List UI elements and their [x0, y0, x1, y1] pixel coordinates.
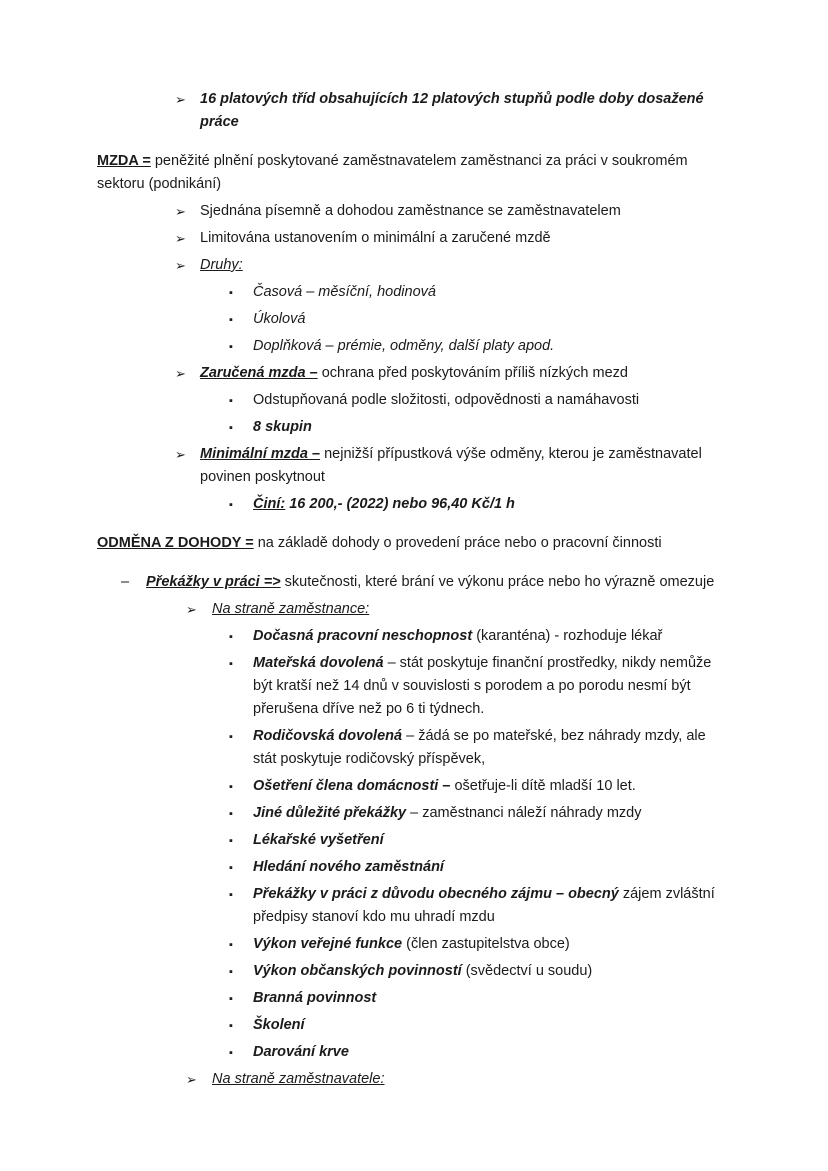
text-run: (karanténa) - rozhoduje lékař [472, 628, 663, 644]
square-bullet-icon: ▪ [229, 287, 233, 299]
list-item [0, 933, 730, 956]
text-run: na základě dohody o provedení práce nebo o pracovní činnosti [253, 535, 662, 551]
text-run: Časová [253, 284, 303, 300]
arrow-bullet-icon: ➢ [186, 1072, 197, 1087]
text-run: 8 skupin [253, 419, 312, 435]
arrow-bullet-icon: ➢ [175, 231, 186, 246]
text-run: Zaručená mzda – [200, 365, 318, 381]
list-item [0, 493, 730, 516]
list-item [0, 1014, 730, 1037]
text-run: Jiné důležité překážky [253, 805, 407, 821]
list-item [0, 335, 730, 358]
text-run: MZDA = [97, 153, 151, 169]
text-run: 16 200,- (2022) nebo 96,40 Kč/1 h [285, 496, 515, 512]
text-run: Překážky v práci => [146, 574, 281, 590]
text-run: Školení [253, 1017, 305, 1033]
square-bullet-icon: ▪ [229, 939, 233, 951]
text-run: Doplňková [253, 338, 322, 354]
text-run: Dočasná pracovní neschopnost [253, 628, 473, 644]
text-run: ošetřuje-li dítě mladší 10 let. [450, 778, 636, 794]
arrow-bullet-icon: ➢ [175, 366, 186, 381]
list-item [0, 227, 730, 250]
text-run: – měsíční, hodinová [302, 284, 436, 300]
list-item [0, 200, 730, 223]
square-bullet-icon: ▪ [229, 658, 233, 670]
arrow-bullet-icon: ➢ [175, 92, 186, 107]
square-bullet-icon: ▪ [229, 993, 233, 1005]
text-run: Na straně zaměstnance: [212, 601, 370, 617]
square-bullet-icon: ▪ [229, 499, 233, 511]
list-item [0, 88, 730, 134]
square-bullet-icon: ▪ [229, 862, 233, 874]
text-run: Činí: [253, 496, 286, 512]
arrow-bullet-icon: ➢ [186, 602, 197, 617]
square-bullet-icon: ▪ [229, 395, 233, 407]
text-run: Branná povinnost [253, 990, 377, 1006]
list-item [0, 802, 730, 825]
list-item [0, 416, 730, 439]
square-bullet-icon: ▪ [229, 889, 233, 901]
square-bullet-icon: ▪ [229, 631, 233, 643]
text-run: Úkolová [253, 311, 306, 327]
square-bullet-icon: ▪ [229, 966, 233, 978]
list-item [0, 960, 730, 983]
text-run: Sjednána písemně a dohodou zaměstnance se zaměstnavatelem [200, 203, 621, 219]
text-run: Rodičovská dovolená [253, 728, 403, 744]
text-run: Výkon občanských povinností [253, 963, 462, 979]
text-run: 16 platových tříd obsahujících 12 platových stupňů podle doby dosažené práce [200, 91, 704, 130]
list-item [0, 1068, 730, 1091]
square-bullet-icon: ▪ [229, 341, 233, 353]
text-run: – prémie, odměny, další platy apod. [321, 338, 555, 354]
text-run: (člen zastupitelstva obce) [402, 936, 570, 952]
list-item [0, 856, 730, 879]
text-run: (svědectví u soudu) [461, 963, 593, 979]
text-run: Odstupňovaná podle složitosti, odpovědnosti a namáhavosti [253, 392, 640, 408]
text-run: Výkon veřejné funkce [253, 936, 403, 952]
list-item [0, 883, 730, 929]
list-item [0, 987, 730, 1010]
list-item [0, 725, 730, 771]
list-item [0, 829, 730, 852]
arrow-bullet-icon: ➢ [175, 204, 186, 219]
square-bullet-icon: ▪ [229, 781, 233, 793]
paragraph [0, 532, 730, 555]
arrow-bullet-icon: ➢ [175, 258, 186, 273]
text-run: nejnižší přípustková výše odměny, kterou je zaměstnavatel povinen poskytnout [200, 446, 702, 485]
list-item [0, 254, 730, 277]
list-item [0, 625, 730, 648]
text-run: skutečnosti, které brání ve výkonu práce nebo ho výrazně omezuje [280, 574, 715, 590]
square-bullet-icon: ▪ [229, 808, 233, 820]
square-bullet-icon: ▪ [229, 835, 233, 847]
text-run: Překážky v práci z důvodu obecného zájmu – obecný [253, 886, 619, 902]
text-run: Na straně zaměstnavatele: [212, 1071, 385, 1087]
text-run: – stát poskytuje finanční prostředky, nikdy nemůže být kratší než 14 dnů v souvislosti s porodem a po porodu nesmí být přerušena dříve než po 6 ti týdnech. [253, 655, 712, 717]
list-item [0, 1041, 730, 1064]
list-item [0, 389, 730, 412]
text-run: zájem zvláštní předpisy stanoví kdo mu uhradí mzdu [253, 886, 715, 925]
text-run: ODMĚNA Z DOHODY = [97, 535, 254, 551]
list-item [0, 598, 730, 621]
text-run: – zaměstnanci náleží náhrady mzdy [406, 805, 642, 821]
text-run: Minimální mzda – [200, 446, 321, 462]
text-run: peněžité plnění poskytované zaměstnavatelem zaměstnanci za práci v soukromém sektoru (podnikání) [97, 153, 688, 192]
text-run: Druhy: [200, 257, 243, 273]
square-bullet-icon: ▪ [229, 422, 233, 434]
list-item [0, 362, 730, 385]
text-run: Ošetření člena domácnosti – [253, 778, 451, 794]
list-item [0, 308, 730, 331]
text-run: – žádá se po mateřské, bez náhrady mzdy, ale stát poskytuje rodičovský příspěvek, [253, 728, 706, 767]
square-bullet-icon: ▪ [229, 314, 233, 326]
square-bullet-icon: ▪ [229, 731, 233, 743]
text-run: Hledání nového zaměstnání [253, 859, 444, 875]
text-run: ochrana před poskytováním příliš nízkých mezd [317, 365, 628, 381]
text-run: Mateřská dovolená [253, 655, 384, 671]
list-item [0, 571, 730, 594]
arrow-bullet-icon: ➢ [175, 447, 186, 462]
list-item [0, 443, 730, 489]
paragraph [0, 150, 730, 196]
list-item [0, 775, 730, 798]
list-item [0, 652, 730, 721]
square-bullet-icon: ▪ [229, 1020, 233, 1032]
list-item [0, 281, 730, 304]
text-run: Limitována ustanovením o minimální a zaručené mzdě [200, 230, 551, 246]
square-bullet-icon: ▪ [229, 1047, 233, 1059]
text-run: Darování krve [253, 1044, 349, 1060]
text-run: Lékařské vyšetření [253, 832, 384, 848]
dash-bullet-icon: – [121, 574, 130, 590]
